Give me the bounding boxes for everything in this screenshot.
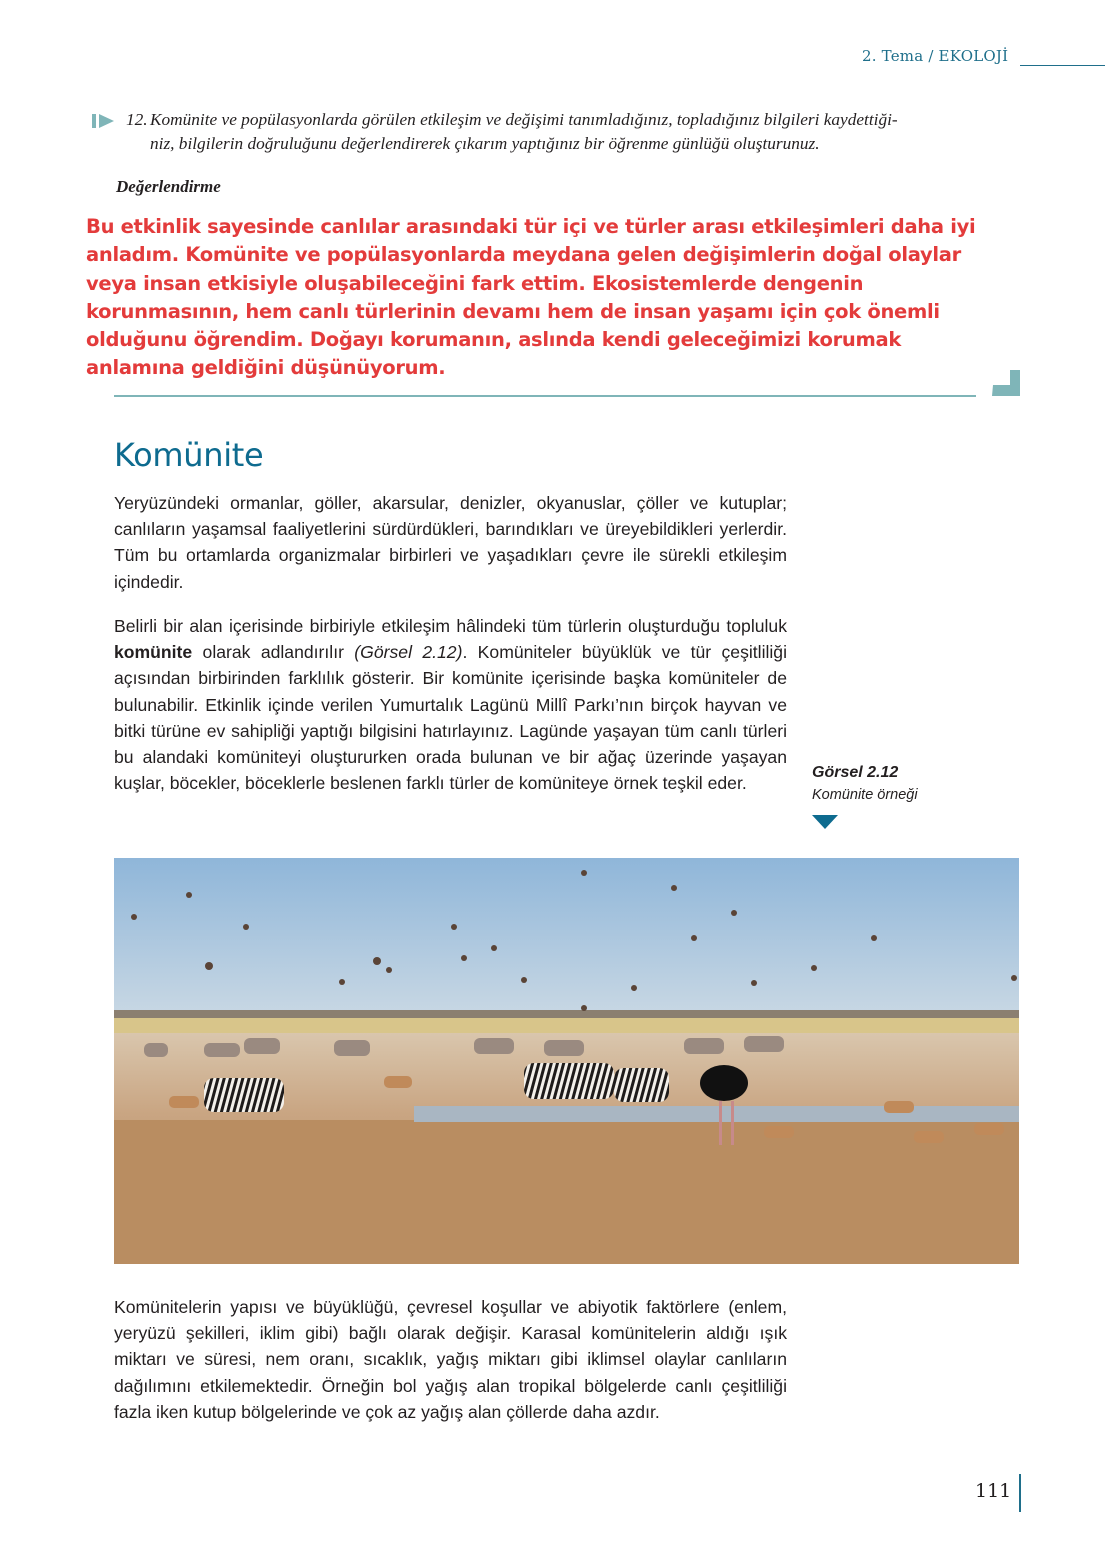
page-header [862, 47, 1008, 65]
header-rule [1020, 65, 1105, 66]
task-line-1: Komünite ve popülasyonlarda görülen etkileşim ve değişimi tanımladığınız, topladığınız bilgileri kaydettiği- [150, 110, 898, 129]
figure-title: Görsel 2.12 [812, 764, 899, 781]
page-number: 111 [975, 1480, 1012, 1502]
task-line-2: niz, bilgilerin doğruluğunu değerlendirerek çıkarım yaptığınız bir öğrenme günlüğü oluşturunuz. [150, 134, 820, 153]
answer-line: anladım. Komünite ve popülasyonlarda meydana gelen değişimlerin doğal olaylar [86, 243, 961, 267]
page-number-rule [1019, 1474, 1021, 1512]
p2-text-b: olarak adlandırılır [192, 642, 355, 663]
answer-line: anlamına geldiğini düşünüyorum. [86, 356, 446, 380]
paragraph-1: Yeryüzündeki ormanlar, göller, akarsular, denizler, okyanuslar, çöller ve kutuplar; canlıların yaşamsal faaliyetlerini sürdürdükleri, barındıkları ve üreyebildikleri yerlerdir. Tüm bu ortamlarda organizmalar birbirleri ve yaşadıkları çevre ile sürekli etkileşim içindedir. [114, 493, 787, 592]
savanna-photo [114, 858, 1019, 1264]
figure-caption [812, 764, 918, 829]
answer-line: Bu etkinlik sayesinde canlılar arasındaki tür içi ve türler arası etkileşimleri daha iyi [86, 215, 976, 238]
p2-text-c: . Komüniteler büyüklük ve tür çeşitliliği açısından birbirinden farklılık gösterir. Bir komünite içerisinde başka komüniteler de bulunabilir. Etkinlik içinde verilen Yumurtalık Lagünü Millî Parkı’nın birçok hayvan ve bitki türüne ev sahipliği yaptığı bilgisini hatırlayınız. Lagünde yaşayan tüm canlı türleri bu alandaki komüniteyi oluştururken orada bulunan ve bir ağaç üzerinde yaşayan kuşlar, böcekler, böceklerle beslenen farklı türler de komüniteye örnek teşkil eder. [114, 642, 788, 794]
evaluation-answer [86, 213, 986, 383]
task-number: 12. [126, 110, 148, 129]
paragraph-2 [114, 613, 787, 796]
task-item [92, 108, 1027, 156]
answer-divider [114, 395, 976, 397]
answer-line: veya insan etkisiyle oluşabileceğini fark ettim. Ekosistemlerde dengenin [86, 271, 864, 295]
triangle-down-icon [812, 815, 838, 829]
corner-bracket-icon [992, 370, 1020, 396]
figure-reference: (Görsel 2.12) [354, 642, 463, 663]
play-arrow-icon [92, 113, 116, 129]
term-komunite: komünite [114, 642, 193, 663]
evaluation-label: Değerlendirme [116, 177, 221, 196]
theme-label: 2. Tema / EKOLOJİ [862, 47, 1009, 65]
paragraph-3: Komünitelerin yapısı ve büyüklüğü, çevresel koşullar ve abiyotik faktörlere (enlem, yeryüzü şekilleri, iklim gibi) bağlı olarak değişir. Karasal komünitelerin aldığı ışık miktarı ve süresi, nem oranı, sıcaklık, yağış miktarı gibi iklimsel olaylar canlıların dağılımını etkilemektedir. Örneğin bol yağış alan tropikal bölgelerde canlı çeşitliliği fazla iken kutup bölgelerinde ve çok az yağış alan çöllerde daha azdır. [114, 1297, 787, 1422]
p2-text-a: Belirli bir alan içerisinde birbiriyle etkileşim hâlindeki tüm türlerin oluşturduğu topluluk [114, 616, 787, 636]
answer-line: korunmasının, hem canlı türlerinin devamı hem de insan yaşamı için çok önemli [86, 299, 940, 323]
section-title: Komünite [114, 436, 264, 474]
figure-subtitle: Komünite örneği [812, 787, 918, 803]
answer-line: olduğunu öğrendim. Doğayı korumanın, aslında kendi geleceğimizi korumak [86, 328, 902, 352]
